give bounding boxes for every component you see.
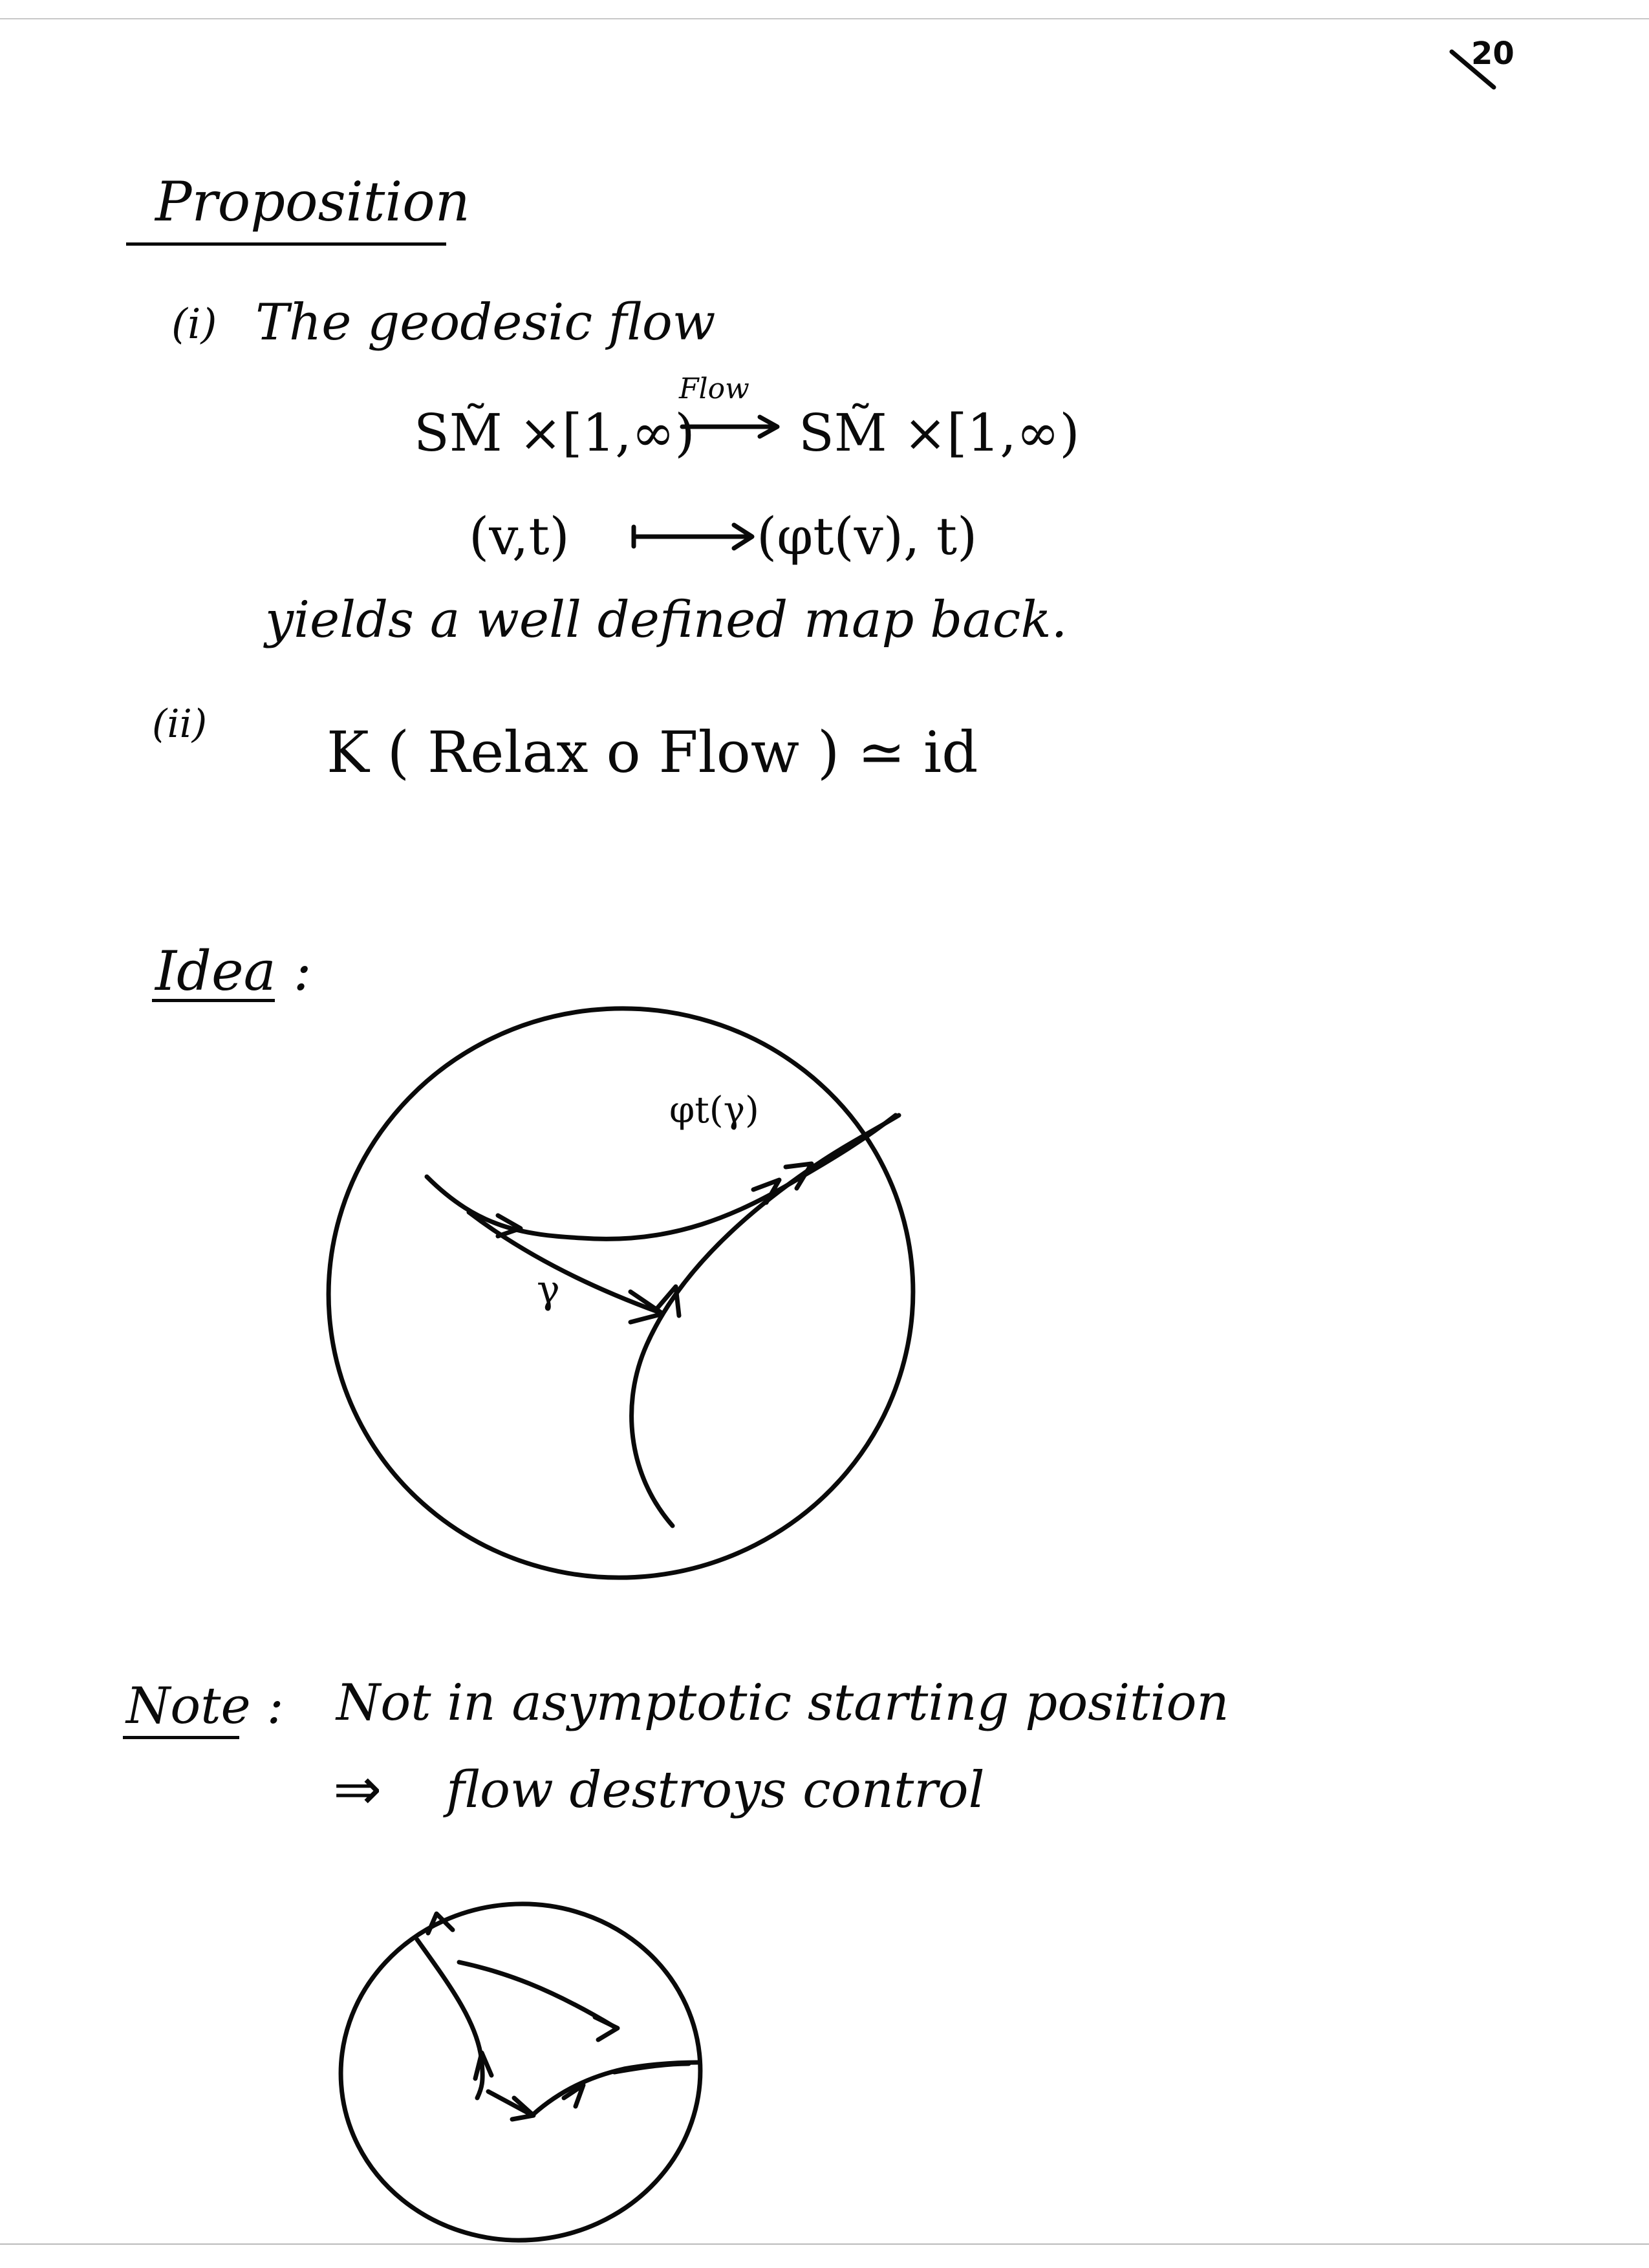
note-heading-underline (123, 1736, 239, 1739)
scan-edge-top (0, 18, 1649, 19)
idea-disk-boundary (300, 979, 941, 1607)
mapsto-arrow (630, 517, 760, 556)
note-lower-geodesic (488, 2091, 530, 2114)
map-element-target: (φt(v), t) (757, 506, 978, 566)
idea-label-phi: φt(γ) (669, 1089, 759, 1131)
note-implies-arrow: ⇒ (333, 1755, 382, 1823)
idea-flowed-geodesic (427, 1115, 896, 1239)
map-domain: SM̃ ×[1,∞) (414, 403, 695, 463)
idea-lower-geodesic (632, 1115, 899, 1526)
map-arrow-label: Flow (679, 372, 749, 405)
note-diagram (330, 1875, 718, 2250)
note-upper-arrowhead (595, 2017, 618, 2040)
note-line1: Not in asymptotic starting position (336, 1674, 1229, 1732)
note-heading: Note : (126, 1677, 284, 1735)
item-ii-marker: (ii) (152, 701, 208, 747)
proposition-heading: Proposition (155, 170, 470, 233)
map-codomain: SM̃ ×[1,∞) (799, 403, 1080, 463)
scan-edge-bottom (0, 2243, 1649, 2245)
note-line2: flow destroys control (446, 1761, 985, 1819)
proposition-heading-underline (126, 242, 446, 246)
idea-heading-underline (152, 999, 275, 1002)
map-element-source: (v,t) (469, 506, 570, 566)
item-i-text: The geodesic flow (255, 294, 716, 352)
map-arrow (679, 414, 782, 440)
page-number: 20 (1471, 36, 1514, 72)
note-disk-boundary (330, 1892, 712, 2252)
idea-diagram (310, 983, 944, 1603)
idea-heading: Idea : (155, 939, 312, 1003)
item-i-conclusion: yields a well defined map back. (265, 591, 1068, 649)
item-ii-text: K ( Relax o Flow ) ≃ id (327, 719, 978, 786)
idea-gamma-geodesic (469, 1212, 660, 1312)
item-i-marker: (i) (171, 301, 217, 348)
note-upper-geodesic (459, 1962, 614, 2027)
idea-label-gamma: γ (537, 1267, 560, 1312)
